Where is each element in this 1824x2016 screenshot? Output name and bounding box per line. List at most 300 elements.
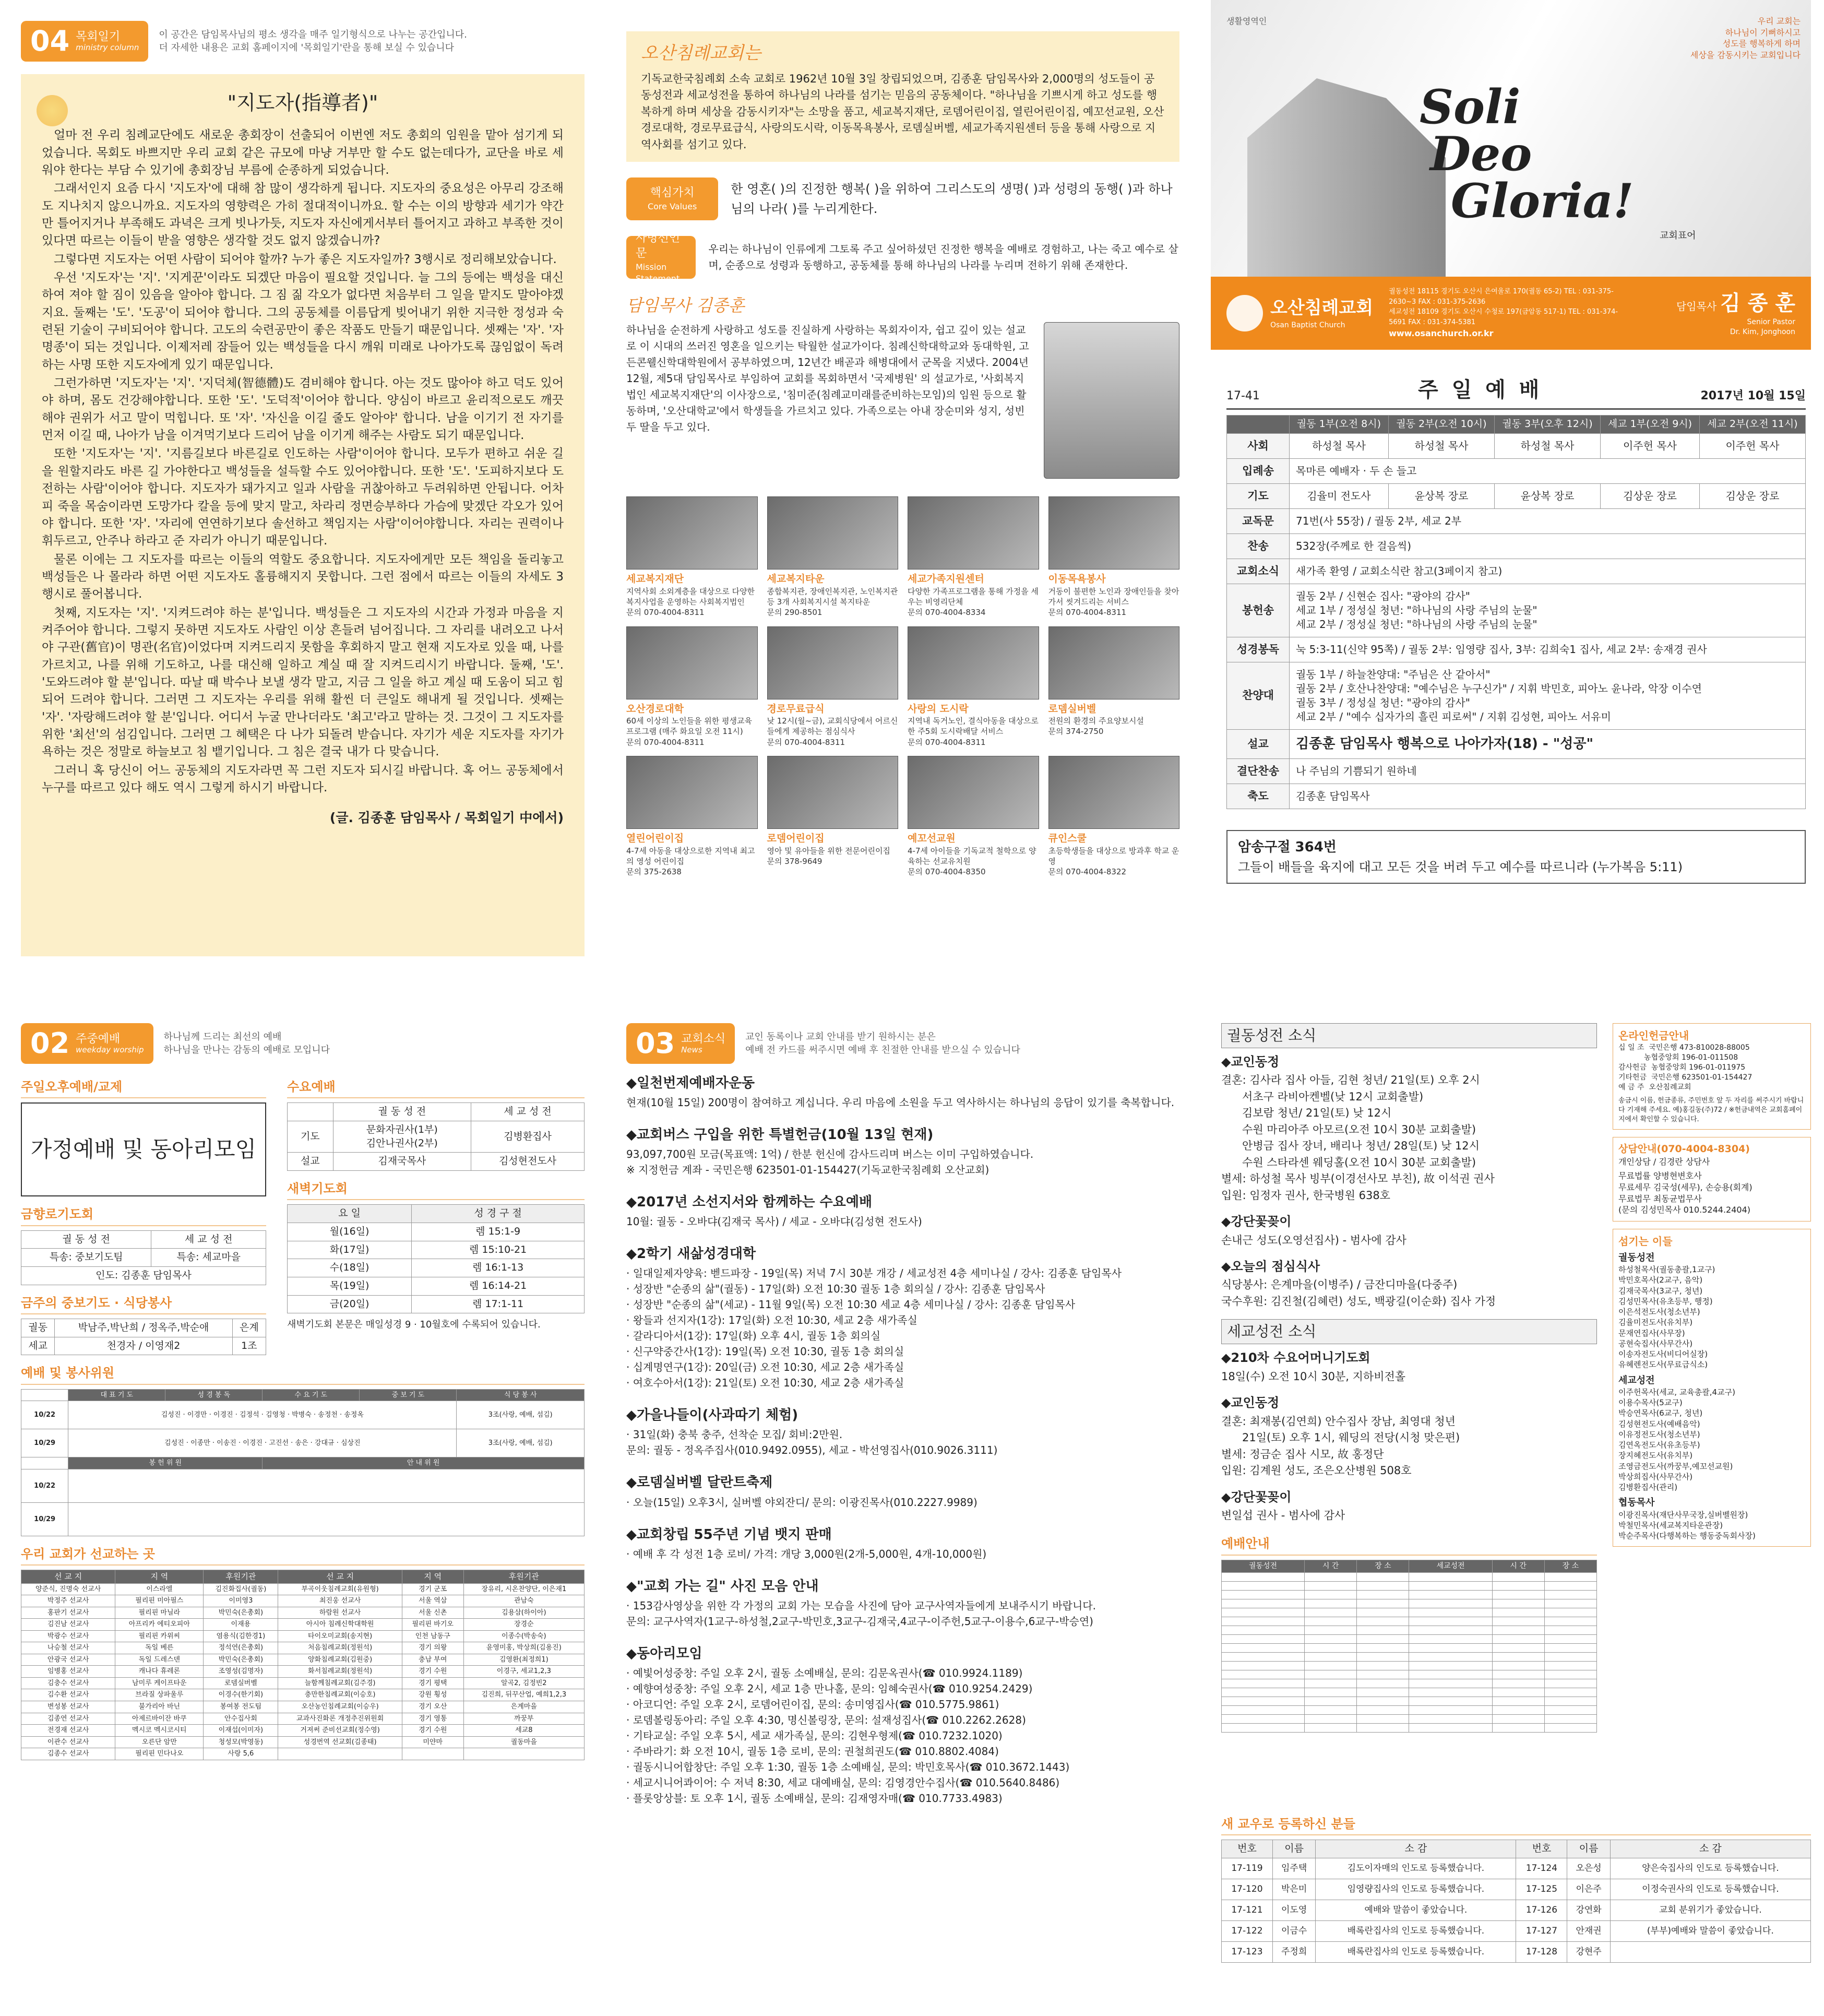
mission-cell: 부곡이웃침례교회(유원형) xyxy=(278,1583,402,1595)
mission-cell: 장유리, 시온찬양단, 이은재1 xyxy=(463,1583,584,1595)
place-cell xyxy=(1305,1705,1357,1714)
new-cell: (부부)예배와 말씀이 좋았습니다. xyxy=(1610,1920,1810,1941)
place-cell xyxy=(1492,1643,1544,1652)
new-cell: 강현주 xyxy=(1567,1941,1610,1962)
column-body xyxy=(21,74,585,956)
place-cell xyxy=(1492,1590,1544,1599)
ministry-photo xyxy=(626,496,758,570)
page-number: 04 xyxy=(30,24,70,57)
mission-cell: 장경순 xyxy=(463,1619,584,1631)
cell: 김병환집사 xyxy=(471,1121,585,1153)
cell: 세교 xyxy=(21,1337,55,1355)
news-body: · 일대일제자양육: 벧드파장 - 19일(목) 저녁 7시 30분 개강 / 세교성전 4층 세미나실 / 강사: 김종훈 담임목사 · 성장반 "순종의 삶"(궐동) - 17일(화) 오전 10:30 궐동 1층 회의실 / 강사: 김종훈 담임목사 · 성장반 "순종의 삶"(세교) - 11월 9일(목) 오전 10:30 세교 4층 세미나실 / 강사: 김종훈 담임목사 · 왕들과 선지자(1강): 17일(화) 오전 10:30, 세교 2층 새가족실 · 갈라디아서(1강): 17일(화) 오후 4시, 궐동 1층 회의실 · 신구약중간사(1강): 19일(목) 오전 10:30, 궐동 1층 회의실 · 십계명연구(1강): 20일(금) 오전 10:30, 세교 2층 새가족실 · 여호수아서(1강): 21일(토) 오전 10:30, 세교 2층 새가족실 xyxy=(626,1267,1122,1390)
campus-item xyxy=(1221,1053,1597,1204)
new-cell: 17-128 xyxy=(1516,1941,1567,1962)
dawn-cell: 화(17일) xyxy=(288,1241,412,1259)
column-paragraph: 물론 이에는 그 지도자를 따르는 이들의 역할도 중요합니다. 지도자에게만 모든 책임을 돌리놓고 백성들은 나 몰라라 하면 어떤 지도자도 홀륭해지지 못합니다. 그런 점에서 따르는 이들의 자세도 3행시로 풀어봅니다. xyxy=(42,552,564,601)
campus-item xyxy=(1221,1489,1597,1524)
new-cell: 임영량집사의 인도로 등록했습니다. xyxy=(1316,1879,1516,1900)
mission-cell: 윤영미홍, 박상희(김용진) xyxy=(463,1642,584,1654)
ministry-title: 예꼬선교원 xyxy=(908,832,956,844)
news-title: ◆교회버스 구입을 위한 특별헌금(10월 13일 현재) xyxy=(626,1127,934,1143)
service-date: 10/29 xyxy=(21,1429,68,1457)
mission-cell xyxy=(402,1748,463,1760)
place-cell xyxy=(1409,1697,1492,1705)
website-link[interactable]: www.osanchurch.or.kr xyxy=(1389,328,1494,338)
column-paragraph: 첫째, 지도자는 '지'. '지켜드려야 하는 분'입니다. 백성들은 그 지도자의 시간과 가정과 마음을 지켜주어야 합니다. 그렇지 못하면 지도자도 사람인 이상 흔들려 넘어집니다. 그 자리를 내려오고 나서야 구관(舊官)이 명관(名官)이었다며 지켜드리지 못함을 후회하지 말고 현재 지도자로 있을 때, 나를 가르치고, 나를 위해 기도하고, 나를 대신해 일하고 계실 때 잘 지켜드리시기 바랍니다. 둘째, '도'. '도와드려야 할 분'입니다. 따날 때 박수나 보낼 생각 말고, 지금 그 일을 하고 계실 때 도움이 되고 힘 되어 드려야 합니다. 그러면 그 지도자는 우리를 위해 활씬 더 큰일도 해내게 될 것입니다. 셋째는 '자'. '자랑해드려야 할 분'입니다. 어디서 누굴 만나더라도 '최고'라고 말하는 것. 그것이 그 지도자를 위한 '최선'의 섬김입니다. 그러면 그 혜택은 다 나가 되돌려 받습니다. 자기가 세운 지도자를 자기가 욕하는 것은 정말로 하늘보고 침 뱉기입니다. 그 침은 결국 내가 다 맞습니다. xyxy=(42,606,564,759)
place-cell xyxy=(1222,1670,1305,1679)
order-cell: 윤상복 장로 xyxy=(1494,483,1600,508)
memory-verse xyxy=(1226,830,1806,884)
place-cell xyxy=(1222,1679,1305,1688)
mission-cell: 정석연(은총회) xyxy=(204,1642,278,1654)
place-cell xyxy=(1357,1670,1409,1679)
order-label: 기도 xyxy=(1227,483,1290,508)
new-cell: 17-127 xyxy=(1516,1920,1567,1941)
order-span: 71번(사 55장) / 궐동 2부, 세교 2부 xyxy=(1290,508,1806,533)
cell: 박남주,박난희 / 정옥주,박순애 xyxy=(55,1319,233,1337)
place-cell xyxy=(1492,1617,1544,1626)
staff-title: 섬기는 이들 xyxy=(1618,1235,1673,1248)
friday-title: 금향로기도회 xyxy=(21,1204,266,1226)
place-cell xyxy=(1409,1643,1492,1652)
new-cell: 17-126 xyxy=(1516,1900,1567,1920)
place-head: 시 간 xyxy=(1305,1560,1357,1572)
place-cell xyxy=(1305,1626,1357,1634)
mission-cell: 아프리카 에티오피아 xyxy=(115,1619,204,1631)
wed-col-s: 세 교 성 전 xyxy=(471,1103,585,1121)
place-cell xyxy=(1357,1617,1409,1626)
place-cell xyxy=(1222,1643,1305,1652)
ministry-desc: 낮 12시(월~금), 교회식당에서 어르신들에게 제공하는 점심식사 문의 070-4004-8311 xyxy=(767,716,898,747)
column-paragraph: 그렇다면 지도자는 어떤 사람이 되어야 할까? 누가 좋은 지도자일까? 3행시로 정리해보았습니다. xyxy=(54,252,557,266)
dawn-cell: 렘 17:1-11 xyxy=(412,1295,585,1313)
online-line: 예 금 주 오산침례교회 xyxy=(1618,1083,1691,1092)
badge-label: 목회일기 xyxy=(76,30,121,43)
mission-head: 지 역 xyxy=(402,1570,463,1583)
mission-badge xyxy=(626,231,696,283)
ministry-desc: 종합복지관, 장애인복지관, 노인복지관 등 3개 사회복지시설 복지타운 문의 290-8501 xyxy=(767,586,898,618)
corner-cell xyxy=(1227,416,1290,434)
mission-cell: 하람원 선교사 xyxy=(278,1607,402,1619)
place-cell xyxy=(1409,1688,1492,1697)
ministry-title: 큐인스쿨 xyxy=(1048,832,1087,844)
mission-cell: 김종연 선교사 xyxy=(21,1713,115,1725)
mission-cell: 필리핀 마닐라 xyxy=(115,1607,204,1619)
place-cell xyxy=(1305,1723,1357,1732)
new-cell: 이정숙권사의 인도로 등록했습니다. xyxy=(1610,1879,1810,1900)
place-cell xyxy=(1492,1581,1544,1590)
mission-cell: 경기 의왕 xyxy=(402,1642,463,1654)
place-cell xyxy=(1544,1679,1596,1688)
new-cell: 17-122 xyxy=(1222,1920,1273,1941)
place-cell xyxy=(1544,1608,1596,1617)
worship-table xyxy=(1226,415,1806,809)
order-span: 궐동 1부 / 하늘찬양대: "주님은 산 같아서" 궐동 2부 / 호산나찬양대: "예수님은 누구신가" / 지휘 박민호, 피아노 윤나라, 악장 이수연 궐동 3부 / 정성실 청년: "광야의 감사" 세교 2부 / "예수 십자가의 흘린 피로써" / 지휘 김성현, 피아노 서유미 xyxy=(1290,662,1806,729)
mission-head: 선 교 지 xyxy=(21,1570,115,1583)
mission-cell: 경기 수원 xyxy=(402,1666,463,1678)
order-label: 결단찬송 xyxy=(1227,758,1290,784)
place-cell xyxy=(1357,1599,1409,1608)
staff-gwol: 하성철목사(궐동총괄,1교구) 박민호목사(2교구, 음악) 김재국목사(3교구, 청년) 김성민목사(유초등부, 행정) 이은석전도사(청소년부) 김율미전도사(유치부) 문재연집사(사무장) 공현숙집사(사무간사) 이송자전도사(비디어실장) 유혜렌전도사(무료급식소) xyxy=(1618,1265,1715,1370)
order-cell: 이주헌 목사 xyxy=(1601,433,1700,458)
mission-cell: 박민숙(은총회) xyxy=(204,1607,278,1619)
column-paragraphs xyxy=(42,127,564,797)
place-cell xyxy=(1222,1590,1305,1599)
column-paragraph: 그런가하면 '지도자'는 '지'. '지덕체(智德體)도 겸비해야 합니다. 아는 것도 많아야 하고 덕도 있어야 하며, 몸도 건강해야합니다. 또한 '도'. '도덕적'이어야 합니다. 양심이 바르고 윤리적으로도 깨끗해야 권위가 서고 말이 먹힙니다. 또 '자'. '자신을 이길 줄도 알아야' 합니다. 남을 이기기 전 자기를 먼저 이길 때, 나아가 남을 이겨먹기보다 드리어 남을 이기게 해주는 사람도 되기 때문입니다. xyxy=(42,376,564,443)
place-cell xyxy=(1222,1626,1305,1634)
service-date: 10/29 xyxy=(21,1502,68,1536)
mission-cell: 사랑 5,6 xyxy=(204,1748,278,1760)
badge-sub: ministry column xyxy=(76,42,139,52)
news-item xyxy=(626,1245,1200,1391)
place-cell xyxy=(1409,1679,1492,1688)
page-number: 02 xyxy=(30,1026,70,1060)
column-paragraph: 얼마 전 우리 침례교단에도 새로운 총회장이 선출되어 이번엔 저도 총회의 임원을 맡아 섬기게 되었습니다. 목회도 바쁘지만 우리 교회 같은 규모에 마냥 거부만 할 수도 없는데다가, 교단을 바로 세워야 한다는 부담 수 있기에 총회장님 부름에 순종하게 되었습니다. xyxy=(42,128,564,177)
service-col: 궐동 2부(오전 10시) xyxy=(1388,416,1494,434)
mission-cell: 캐나다 휴레론 xyxy=(115,1666,204,1678)
campus-item-body: 손내근 성도(오영선집사) - 범사에 감사 xyxy=(1221,1234,1406,1247)
ministry-desc: 전원의 환경의 주요양보시설 문의 374-2750 xyxy=(1048,716,1144,737)
place-cell xyxy=(1409,1581,1492,1590)
place-cell xyxy=(1544,1652,1596,1661)
dawn-note: 새벽기도회 본문은 매일성경 9 · 10월호에 수록되어 있습니다. xyxy=(287,1319,541,1331)
place-cell xyxy=(1357,1572,1409,1581)
memory-text: 그들이 배들을 육지에 대고 모든 것을 버려 두고 예수를 따르니라 (누가복음 5:11) xyxy=(1238,859,1683,874)
service-col: 궐동 1부(오전 8시) xyxy=(1290,416,1389,434)
ministry-card xyxy=(908,756,1039,877)
campus-item-title: ◆교인동정 xyxy=(1221,1395,1280,1410)
news-item xyxy=(626,1474,1200,1510)
ministry-photo xyxy=(1048,496,1180,570)
place-cell xyxy=(1409,1617,1492,1626)
ministry-desc: 4-7세 아동을 대상으로한 지역내 최고의 영성 어린이집 문의 375-2638 xyxy=(626,846,755,877)
ministry-card xyxy=(1048,496,1180,618)
place-cell xyxy=(1305,1688,1357,1697)
mission-cell: 화서침례교회(정원석) xyxy=(278,1666,402,1678)
online-line: 농협중앙회 196-01-011508 xyxy=(1618,1053,1738,1062)
ministry-desc: 영아 및 유아들을 위한 전문어린이집 문의 378-9649 xyxy=(767,846,890,866)
mission-cell: 관남숙 xyxy=(463,1595,584,1607)
order-cell: 김상운 장로 xyxy=(1601,483,1700,508)
new-cell: 오은성 xyxy=(1567,1858,1610,1879)
mission-cell: 김진희, 뒤꾸산업, 예희1,2,3 xyxy=(463,1689,584,1701)
place-cell xyxy=(1357,1714,1409,1723)
place-cell xyxy=(1409,1572,1492,1581)
mission-cell: 미얀마 xyxy=(402,1736,463,1748)
place-cell xyxy=(1492,1714,1544,1723)
place-cell xyxy=(1544,1723,1596,1732)
service-table xyxy=(21,1389,585,1536)
counsel-title: 상담안내(070-4004-8304) xyxy=(1618,1143,1750,1155)
mission-cell: 염용식(김한경1) xyxy=(204,1630,278,1642)
place-cell xyxy=(1305,1590,1357,1599)
cover-footer xyxy=(1211,277,1811,350)
new-head: 이름 xyxy=(1272,1840,1315,1858)
order-label: 축도 xyxy=(1227,784,1290,809)
place-cell xyxy=(1544,1661,1596,1670)
mission-cell: 경기 군포 xyxy=(402,1583,463,1595)
mission-cell: 이미영3 xyxy=(204,1595,278,1607)
online-line: 십 일 조 국민은행 473-810028-88005 xyxy=(1618,1043,1750,1052)
place-cell xyxy=(1222,1608,1305,1617)
ministry-desc: 지역사회 소외계층을 대상으로 다양한 복지사업을 운영하는 사회복지법인 문의 070-4004-8311 xyxy=(626,586,755,618)
place-cell xyxy=(1492,1697,1544,1705)
news-item xyxy=(626,1645,1200,1806)
order-cell: 윤상복 장로 xyxy=(1388,483,1494,508)
place-cell xyxy=(1544,1688,1596,1697)
mission-cell: 이재섭(이미자) xyxy=(204,1725,278,1737)
place-cell xyxy=(1305,1652,1357,1661)
place-cell xyxy=(1305,1714,1357,1723)
mission-cell: 타이오미교회(송지현) xyxy=(278,1630,402,1642)
place-cell xyxy=(1544,1590,1596,1599)
new-cell: 17-124 xyxy=(1516,1858,1567,1879)
place-cell xyxy=(1544,1626,1596,1634)
place-cell xyxy=(1305,1643,1357,1652)
place-cell xyxy=(1544,1643,1596,1652)
pastor-en-name: Dr. Kim, Jonghoon xyxy=(1730,328,1795,336)
order-span: 눅 5:3-11(신약 95쪽) / 궐동 2부: 임영량 집사, 3부: 김희숙1 집사, 세교 2부: 송재경 권사 xyxy=(1290,637,1806,662)
mission-cell: 늘함께침례교회(김주경) xyxy=(278,1677,402,1689)
place-cell xyxy=(1409,1599,1492,1608)
pastor-text: 하나님을 순전하게 사랑하고 성도를 진실하게 사랑하는 목회자이자, 쉽고 깊이 있는 설교로 이 시대의 쓰러진 영혼을 일으키는 탁월한 설교가이다. 침례신학대학교와 동대학원, 고든콘웰신학대학원에서 공부하였으며, 12년간 배곧과 해병대에서 군목을 지냈다. 2004년 12월, 제5대 담임목사로 부임하여 교회를 목회하면서 '국제병원' 의 설교가로, '사회복지법인 세교복지재단'의 이사장으로, '침미준(침례교미래를준비하는모임)의 임원 등으로 활동하며, '오산대학교'에서 학생들을 가르치고 있다. 가족으로는 아내 장순미와 성지, 성빈 두 딸을 두고 있다. xyxy=(626,324,1029,434)
place-cell xyxy=(1409,1626,1492,1634)
place-cell xyxy=(1357,1590,1409,1599)
mission-cell: 변성봉 선교사 xyxy=(21,1701,115,1713)
new-cell: 안재권 xyxy=(1567,1920,1610,1941)
worship-title: 주 일 예 배 xyxy=(1418,378,1543,402)
place-cell xyxy=(1357,1697,1409,1705)
new-cell: 이은주 xyxy=(1567,1879,1610,1900)
order-span: 김종훈 담임목사 xyxy=(1290,784,1806,809)
mission-title: 우리 교회가 선교하는 곳 xyxy=(21,1544,585,1566)
news-body: 93,097,700원 모금(목표액: 1억) / 한분 헌신에 감사드리며 버스는 이미 구입하였습니다. ※ 지정헌금 계좌 - 국민은행 623501-01-154427(기독교한국침례회 오산교회) xyxy=(626,1148,1034,1177)
new-cell: 17-121 xyxy=(1222,1900,1273,1920)
pastor-heading: 담임목사 김종훈 xyxy=(626,295,745,315)
place-cell xyxy=(1305,1670,1357,1679)
place-cell xyxy=(1305,1697,1357,1705)
core-values-badge xyxy=(626,177,718,220)
mission-head: 후원기관 xyxy=(463,1570,584,1583)
service-col: 세교 1부(오전 9시) xyxy=(1601,416,1700,434)
ministry-card xyxy=(908,626,1039,748)
ministry-desc: 거동이 불편한 노인과 장애인들을 찾아가서 씻겨드리는 서비스 문의 070-4004-8311 xyxy=(1048,586,1179,618)
place-cell xyxy=(1357,1661,1409,1670)
ministry-desc: 초등학생들을 대상으로 방과후 학교 운영 문의 070-4004-8322 xyxy=(1048,846,1179,877)
place-cell xyxy=(1492,1652,1544,1661)
cell: 은계 xyxy=(232,1319,266,1337)
mission-cell: 김진화집사(궐동) xyxy=(204,1583,278,1595)
place-cell xyxy=(1357,1688,1409,1697)
place-cell xyxy=(1492,1679,1544,1688)
place-cell xyxy=(1222,1652,1305,1661)
header-note: 이 공간은 담임목사님의 평소 생각을 매주 일기형식으로 나누는 공간입니다. 더 자세한 내용은 교회 홈페이지에 '목회일기'란을 통해 보실 수 있습니다 xyxy=(159,29,467,53)
mission-cell: 아제르바이잔 바쿠 xyxy=(115,1713,204,1725)
new-head: 소 감 xyxy=(1610,1840,1810,1858)
mission-cell: 로뎀실버벨 xyxy=(204,1677,278,1689)
service-names: 김성진 · 이종만 · 이송진 · 이경진 · 고진선 · 송은 · 강대규 · 심상진 xyxy=(68,1429,457,1457)
place-cell xyxy=(1409,1723,1492,1732)
sekyo-news xyxy=(1221,1349,1597,1524)
ministry-photo xyxy=(767,626,899,699)
place-cell xyxy=(1492,1599,1544,1608)
place-cell xyxy=(1544,1581,1596,1590)
service-head: 중 보 기 도 xyxy=(360,1389,457,1401)
wed-col-g: 궐 동 성 전 xyxy=(333,1103,471,1121)
new-members xyxy=(1221,1806,1811,2005)
mission-cell: 김용삼(하이아) xyxy=(463,1607,584,1619)
place-cell xyxy=(1222,1572,1305,1581)
ministry-card xyxy=(1048,626,1180,748)
mission-cell: 나승철 선교사 xyxy=(21,1642,115,1654)
coop-list: 이광진목사(재단사무국장,실버벨원장) 박철민목사(세교복지타운관장) 박순주목사(다행복하는 행동중독회사장) xyxy=(1618,1510,1756,1541)
service-date: 10/22 xyxy=(21,1469,68,1502)
place-cell xyxy=(1357,1634,1409,1643)
ministry-photo xyxy=(767,756,899,829)
service-head: 대 표 기 도 xyxy=(68,1389,165,1401)
place-cell xyxy=(1492,1670,1544,1679)
ministry-title: 세교복지타운 xyxy=(767,573,825,585)
cover-title-deo: Deo xyxy=(1430,126,1532,182)
corner-cell xyxy=(21,1457,68,1469)
ministry-card xyxy=(767,756,899,877)
column-paragraph: 우선 '지도자'는 '지'. '지게꾼'이라도 되겠단 마음이 필요할 것입니다. 늘 그의 등에는 백성을 대신하여 져야 할 짐이 있음을 알아야 합니다. 그 짐 짊 각오가 없다면 처음부터 그 일을 맡지도 말아야겠지요. 둘째는 '도'. '도공'이 되어야 합니다. 그의 공동체를 이름답게 빚어내기 위한 지극한 정성과 숙련된 기술이 구비되어야 합니다. 고도의 숙련공만이 좋은 작품도 만들기 때문입니다. 셋째는 '자'. '자명종'이 되는 것입니다. 이제저레 잠들어 있는 백성들을 다시 깨워 미래로 나아가도록 끊임없이 독려하는 사명 또한 지도자에게 있기 때문입니다. xyxy=(42,271,564,372)
mission-cell: 청성모(박영동) xyxy=(204,1736,278,1748)
address-gwol: 궐동성전 18115 경기도 오산시 은여울로 170(궐동 65-2) TEL : 031-375-2630~3 FAX : 031-375-2636 xyxy=(1389,288,1614,306)
mission-cell: 경기 평택 xyxy=(402,1677,463,1689)
new-cell: 예배와 말씀이 좋았습니다. xyxy=(1316,1900,1516,1920)
core-values-text: 한 영혼( )의 진정한 행복( )을 위하여 그리스도의 생명( )과 성령의 동행( )과 하나님의 나라( )를 누리게한다. xyxy=(731,181,1173,216)
place-cell xyxy=(1222,1705,1305,1714)
service-schedule-table xyxy=(1221,1560,1597,1733)
place-cell xyxy=(1357,1608,1409,1617)
dawn-col: 성 경 구 절 xyxy=(412,1205,585,1223)
mission-head: 후원기관 xyxy=(204,1570,278,1583)
place-cell xyxy=(1222,1617,1305,1626)
order-label: 설교 xyxy=(1227,729,1290,758)
ministry-photo xyxy=(908,756,1039,829)
place-cell xyxy=(1492,1705,1544,1714)
mission-cell: 오산농인침례교회(이승우) xyxy=(278,1701,402,1713)
friday-col-s: 세 교 성 전 xyxy=(151,1230,266,1249)
online-title: 온라인헌금안내 xyxy=(1618,1029,1689,1042)
cover-motto-label: 교회표어 xyxy=(1660,230,1696,241)
service-title: 예배 및 봉사위원 xyxy=(21,1362,585,1384)
ministry-desc: 4-7세 아이들을 기독교적 철학으로 양육하는 선교유치원 문의 070-4004-8350 xyxy=(908,846,1036,877)
ministry-card xyxy=(767,626,899,748)
ministry-desc: 60세 이상의 노인들을 위한 평생교육 프로그램 (매주 화요일 오전 11시) 문의 070-4004-8311 xyxy=(626,716,753,747)
new-cell: 김도이자매의 인도로 등록했습니다. xyxy=(1316,1858,1516,1879)
news-body: · 31일(화) 충북 충주, 선착순 모집/ 회비:2만원. 문의: 궐동 - 정옥주집사(010.9492.0955), 세교 - 박선영집사(010.9026.3111) xyxy=(626,1428,998,1457)
news-title: ◆2017년 소선지서와 함께하는 수요예배 xyxy=(626,1194,873,1211)
comm-blank xyxy=(68,1502,585,1536)
cell: 천경자 / 이영재2 xyxy=(55,1337,233,1355)
new-cell: 교회 분위기가 좋았습니다. xyxy=(1610,1900,1810,1920)
mission-cell: 이재용 xyxy=(204,1619,278,1631)
place-cell xyxy=(1544,1714,1596,1723)
mission-cell: 처음침례교회(정원석) xyxy=(278,1642,402,1654)
news-item xyxy=(626,1074,1200,1110)
ministry-title: 로뎀어린이집 xyxy=(767,832,825,844)
counsel-line: 무료법률 양병현변호사 xyxy=(1618,1171,1702,1181)
place-cell xyxy=(1222,1723,1305,1732)
mission-head: 지 역 xyxy=(115,1570,204,1583)
ministry-title: 이동목욕봉사 xyxy=(1048,573,1106,585)
news-title: ◆일천번제예배자운동 xyxy=(626,1075,755,1091)
news-item xyxy=(626,1193,1200,1229)
mission-cell: 거져써 준비선교회(정수영) xyxy=(278,1725,402,1737)
cover-top-note: 생활영역인 xyxy=(1226,16,1267,26)
ministry-desc: 다양한 가족프로그램을 통해 가정을 세우는 비영리단체 문의 070-4004-8334 xyxy=(908,586,1039,618)
campus-item-body: 식당봉사: 은계마을(이병주) / 금잔디마을(다중주) 국수후원: 김진철(김혜련) 성도, 백광길(이순화) 집사 가정 xyxy=(1221,1278,1496,1308)
bulletin-code: 17-41 xyxy=(1226,389,1260,403)
place-cell xyxy=(1357,1581,1409,1590)
order-label: 입례송 xyxy=(1227,458,1290,483)
place-cell xyxy=(1409,1705,1492,1714)
new-members-title: 새 교우로 등록하신 분들 xyxy=(1221,1813,1811,1835)
order-cell: 하성철 목사 xyxy=(1388,433,1494,458)
campus-item-title: ◆교인동정 xyxy=(1221,1054,1280,1069)
mission-cell: 서울 신촌 xyxy=(402,1607,463,1619)
new-cell: 양은숙집사의 인도로 등록했습니다. xyxy=(1610,1858,1810,1879)
comm-head: 안 내 위 원 xyxy=(263,1457,585,1469)
new-cell: 17-125 xyxy=(1516,1879,1567,1900)
mission-cell: 세교8 xyxy=(463,1725,584,1737)
dawn-cell: 금(20일) xyxy=(288,1295,412,1313)
news-title: ◆로뎀실버벨 달란트축제 xyxy=(626,1475,773,1491)
memory-title: 암송구절 364번 xyxy=(1238,839,1337,855)
news-item xyxy=(626,1406,1200,1458)
mission-cell: 홍판기 선교사 xyxy=(21,1607,115,1619)
place-cell xyxy=(1305,1617,1357,1626)
church-logo-icon xyxy=(1226,295,1263,331)
sekyo-title: 세교성전 소식 xyxy=(1221,1319,1597,1344)
counsel-line: (문의 김성민목사 010.5244.2404) xyxy=(1618,1205,1750,1215)
counsel-line: 무료법무 최동균법무사 xyxy=(1618,1193,1702,1204)
cell: 설교 xyxy=(288,1153,333,1171)
order-cell: 이주헌 목사 xyxy=(1699,433,1805,458)
staff-sekyo: 이주헌목사(세교, 교육총괄,4교구) 이용수목사(5교구) 박승연목사(6교구, 청년) 김성현전도사(예배음악) 이유정전도사(청소년부) 김연옥전도사(유초등부) 장지혜전도사(유치부) 조영금전도사(까꿍부,예꼬선교원) 박상희집사(사무간사) 김병환집사(관리) xyxy=(1618,1387,1735,1492)
mission-cell: 박민숙(은총회) xyxy=(204,1654,278,1666)
place-cell xyxy=(1222,1688,1305,1697)
order-span: 목마른 예배자 · 두 손 들고 xyxy=(1290,458,1806,483)
header-note: 교인 동록이나 교회 안내를 받기 원하시는 분은 예배 전 카드를 써주시면 예배 후 친절한 안내를 받으실 수 있습니다 xyxy=(745,1031,1020,1056)
intercession-table xyxy=(21,1319,266,1355)
place-cell xyxy=(1222,1697,1305,1705)
counsel-box xyxy=(1613,1137,1811,1222)
ministry-photo xyxy=(908,496,1039,570)
ministry-photo xyxy=(626,756,758,829)
counsel-sub: 개인상담 / 김경란 상담사 xyxy=(1618,1156,1710,1167)
mission-cell: 서울 역삼 xyxy=(402,1595,463,1607)
mission-cell: 까꿍부 xyxy=(463,1713,584,1725)
place-cell xyxy=(1409,1714,1492,1723)
mission-cell: 경기 오산 xyxy=(402,1701,463,1713)
place-title: 예배안내 xyxy=(1221,1533,1597,1555)
mission-cell: 충만한침례교회(이승호) xyxy=(278,1689,402,1701)
place-cell xyxy=(1305,1661,1357,1670)
ministry-title: 경로무료급식 xyxy=(767,703,825,715)
place-head: 장 소 xyxy=(1544,1560,1596,1572)
order-span: 궐동 2부 / 신현순 집사: "광야의 감사" 세교 1부 / 정성실 청년: "하나님의 사랑 주님의 눈물" 세교 2부 / 정성실 청년: "하나님의 사랑 주님의 눈물" xyxy=(1290,584,1806,637)
ministry-title: 열린어린이집 xyxy=(626,832,684,844)
intro-box xyxy=(626,31,1179,162)
mission-cell: 이종수(박송숙) xyxy=(463,1630,584,1642)
place-cell xyxy=(1544,1705,1596,1714)
order-label: 성경봉독 xyxy=(1227,637,1290,662)
cell: 궐동 xyxy=(21,1319,55,1337)
